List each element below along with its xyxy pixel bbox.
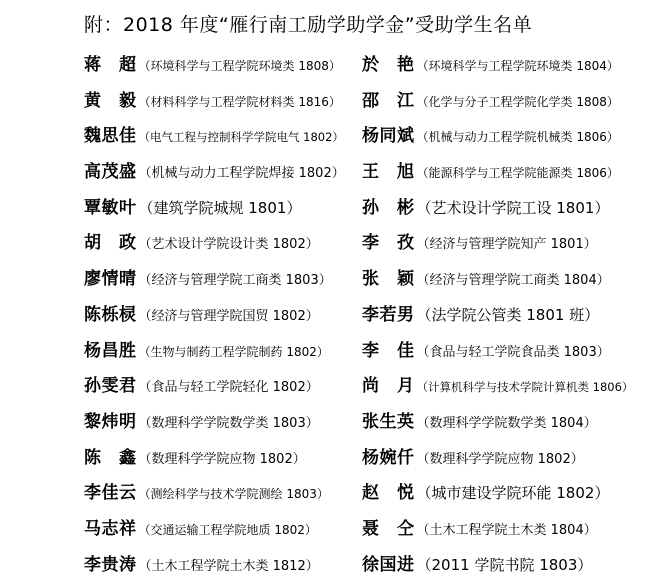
- list-row: [0, 330, 656, 366]
- student-name: 覃敏叶: [84, 197, 137, 218]
- student-name: 於 艳: [362, 55, 415, 75]
- list-item: [84, 478, 329, 503]
- student-name: 胡 政: [84, 233, 137, 254]
- student-class: （材料科学与工程学院材料类 1816）: [138, 94, 341, 109]
- student-class: （能源科学与工程学院能源类 1806）: [416, 166, 619, 181]
- student-class: （数理科学学院应物 1802）: [416, 451, 584, 467]
- student-name: 魏思佳: [84, 126, 137, 147]
- student-name: 陈栎棂: [84, 304, 137, 325]
- student-class: （食品与轻工学院食品类 1803）: [416, 344, 610, 360]
- list-item: [362, 371, 633, 396]
- student-class: （生物与制药工程学院制药 1802）: [138, 344, 329, 359]
- student-name: 马志祥: [84, 518, 137, 539]
- student-name: 廖情晴: [84, 269, 137, 290]
- student-name: 尚 月: [362, 376, 415, 397]
- student-name: 李若男: [362, 304, 415, 325]
- list-row: [0, 544, 656, 580]
- student-name: 杨同斌: [362, 126, 415, 147]
- student-class: （城市建设学院环能 1802）: [416, 484, 610, 503]
- student-class: （数理科学学院数学类 1804）: [416, 415, 597, 431]
- student-name: 张生英: [362, 411, 415, 432]
- list-item: [84, 550, 319, 575]
- student-name: 孙雯君: [84, 376, 137, 397]
- student-name: 陈 鑫: [84, 447, 137, 468]
- list-item: [84, 443, 306, 468]
- list-row: [0, 437, 656, 473]
- list-row: [0, 258, 656, 294]
- student-class: （2011 学院书院 1803）: [416, 555, 593, 574]
- list-item: [84, 336, 329, 361]
- list-item: [362, 300, 599, 325]
- list-item: [362, 157, 619, 182]
- student-class: （数理科学学院数学类 1803）: [138, 415, 319, 431]
- list-row: [0, 472, 656, 508]
- list-row: [0, 80, 656, 116]
- recipient-list: [0, 44, 656, 579]
- student-class: （交通运输工程学院地质 1802）: [138, 522, 317, 537]
- list-row: [0, 401, 656, 437]
- student-name: 王 旭: [362, 162, 415, 183]
- student-name: 杨昌胜: [84, 340, 137, 361]
- student-class: （食品与轻工学院轻化 1802）: [138, 380, 319, 396]
- student-class: （经济与管理学院知产 1801）: [416, 237, 597, 253]
- list-item: [362, 336, 610, 361]
- list-row: [0, 151, 656, 187]
- student-name: 李贵涛: [84, 554, 137, 575]
- list-item: [362, 228, 597, 253]
- list-item: [362, 193, 609, 218]
- student-class: （土木工程学院土木类 1804）: [416, 522, 597, 538]
- list-item: [84, 193, 301, 218]
- student-class: （电气工程与控制科学学院电气 1802）: [138, 130, 344, 145]
- list-item: [84, 264, 332, 289]
- list-item: [84, 300, 319, 325]
- list-item: [84, 407, 319, 432]
- list-item: [362, 264, 610, 289]
- list-item: [362, 443, 584, 468]
- student-name: 杨婉仟: [362, 447, 415, 468]
- student-class: （数理科学学院应物 1802）: [138, 451, 306, 467]
- list-item: [362, 121, 619, 146]
- list-row: [0, 365, 656, 401]
- list-item: [84, 121, 344, 146]
- list-item: [84, 371, 319, 396]
- page-title: 附：2018 年度“雁行南工励学助学金”受助学生名单: [84, 14, 533, 36]
- student-class: （经济与管理学院工商类 1804）: [416, 273, 610, 289]
- list-item: [362, 550, 592, 575]
- list-row: [0, 222, 656, 258]
- student-class: （计算机科学与技术学院计算机类 1806）: [416, 380, 634, 395]
- student-name: 邵 江: [362, 90, 415, 111]
- student-name: 黎炜明: [84, 411, 137, 432]
- student-class: （机械与动力工程学院焊接 1802）: [138, 166, 345, 182]
- student-class: （建筑学院城规 1801）: [138, 198, 302, 217]
- student-class: （艺术设计学院设计类 1802）: [138, 237, 319, 253]
- list-item: [84, 50, 341, 75]
- list-row: [0, 294, 656, 330]
- student-name: 李 孜: [362, 233, 415, 254]
- student-class: （法学院公管类 1801 班）: [416, 305, 600, 324]
- student-name: 张 颖: [362, 269, 415, 290]
- student-class: （测绘科学与技术学院测绘 1803）: [138, 487, 329, 502]
- student-name: 赵 悦: [362, 483, 415, 504]
- student-name: 蒋 超: [84, 55, 137, 75]
- student-name: 徐国进: [362, 554, 415, 575]
- list-item: [84, 228, 319, 253]
- list-row: [0, 187, 656, 223]
- student-name: 孙 彬: [362, 197, 415, 218]
- list-item: [84, 86, 341, 111]
- list-item: [84, 514, 317, 539]
- list-item: [362, 407, 597, 432]
- list-item: [362, 86, 619, 111]
- list-row: [0, 44, 656, 80]
- student-class: （机械与动力工程学院机械类 1806）: [416, 130, 619, 145]
- student-name: 聂 仝: [362, 518, 415, 539]
- list-item: [84, 157, 345, 182]
- student-name: 李 佳: [362, 340, 415, 361]
- list-row: [0, 508, 656, 544]
- student-name: 李佳云: [84, 483, 137, 504]
- student-class: （经济与管理学院国贸 1802）: [138, 308, 319, 324]
- student-class: （土木工程学院土木类 1812）: [138, 558, 319, 574]
- student-class: （环境科学与工程学院环境类 1808）: [138, 59, 341, 73]
- student-class: （艺术设计学院工设 1801）: [416, 198, 610, 217]
- student-class: （环境科学与工程学院环境类 1804）: [416, 59, 619, 73]
- student-class: （化学与分子工程学院化学类 1808）: [416, 94, 619, 109]
- student-class: （经济与管理学院工商类 1803）: [138, 273, 332, 289]
- list-row: [0, 115, 656, 151]
- student-name: 黄 毅: [84, 90, 137, 111]
- list-item: [362, 478, 609, 503]
- student-name: 高茂盛: [84, 162, 137, 183]
- list-item: [362, 50, 619, 75]
- list-item: [362, 514, 597, 539]
